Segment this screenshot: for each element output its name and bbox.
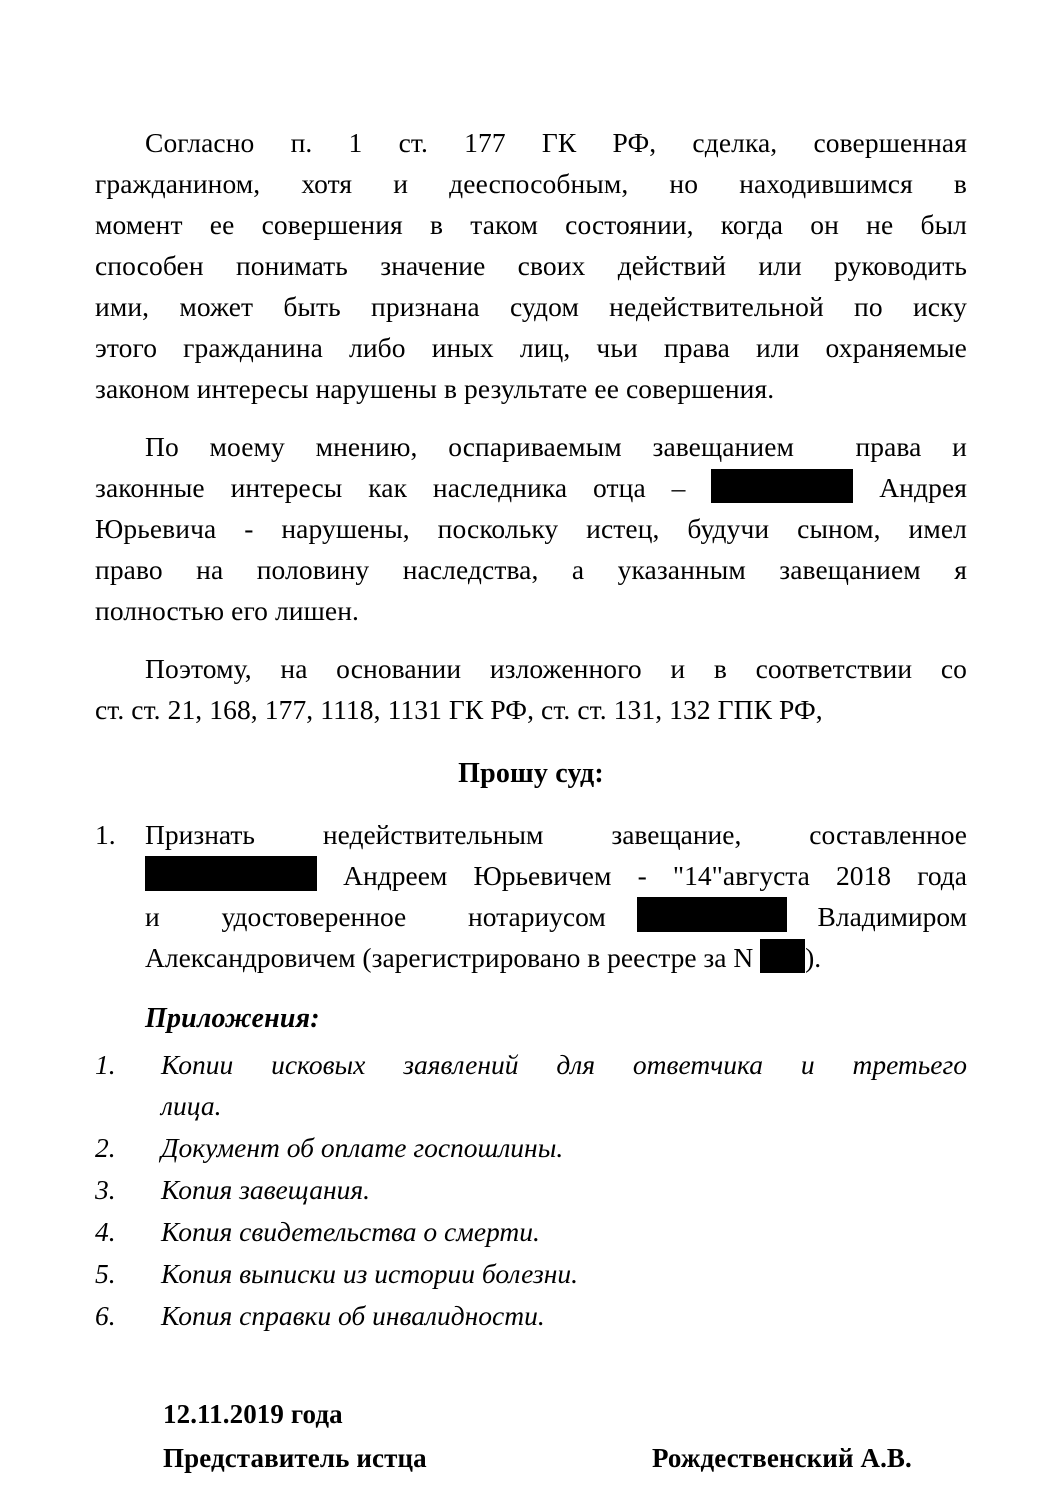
paragraph-text-segment: Андрея — [853, 472, 968, 503]
redaction-block-notary-name — [637, 897, 787, 932]
attachment-item — [95, 1295, 967, 1336]
paragraph-line: Согласно п. 1 ст. 177 ГК РФ, сделка, совершенная — [145, 127, 967, 158]
attachment-number: 4. — [95, 1216, 116, 1247]
attachment-number: 6. — [95, 1300, 116, 1331]
paragraph-line: право на половину наследства, а указанным завещанием я — [95, 554, 967, 585]
paragraph-article-177 — [95, 122, 967, 409]
claim-item — [95, 814, 967, 978]
paragraph-line: этого гражданина либо иных лиц, чьи права или охраняемые — [95, 332, 967, 363]
claim-text-segment: и удостоверенное нотариусом — [145, 901, 637, 932]
paragraph-line: ими, может быть признана судом недействительной по иску — [95, 291, 967, 322]
attachment-label: Копия завещания. — [161, 1174, 370, 1205]
attachment-number: 2. — [95, 1132, 116, 1163]
attachment-item — [95, 1044, 967, 1126]
signature-block — [95, 1392, 967, 1480]
paragraph-opinion — [95, 426, 967, 631]
document-body — [95, 122, 967, 1480]
attachment-item — [95, 1169, 967, 1210]
signature-name: Рождественский А.В. — [652, 1443, 912, 1473]
claim-text-segment: Владимиром — [786, 901, 967, 932]
paragraph-text-segment: законные интересы как наследника отца – — [95, 472, 712, 503]
attachment-item — [95, 1211, 967, 1252]
attachment-item — [95, 1127, 967, 1168]
paragraph-line: По моему мнению, оспариваемым завещанием права и — [145, 431, 967, 462]
claim-text-segment: ). — [805, 942, 822, 973]
attachment-label: Копия справки об инвалидности. — [161, 1300, 545, 1331]
signature-role: Представитель истца — [163, 1443, 427, 1473]
claim-text-segment: Андреем Юрьевичем - "14"августа 2018 года — [317, 860, 967, 891]
redaction-block-testator-name — [145, 856, 317, 891]
signature-date: 12.11.2019 года — [163, 1399, 343, 1429]
claim-text-segment: Александровичем (зарегистрировано в реестре за N — [145, 942, 761, 973]
attachment-item — [95, 1253, 967, 1294]
paragraph-line: Юрьевича - нарушены, поскольку истец, будучи сыном, имел — [95, 513, 967, 544]
attachment-number: 3. — [95, 1174, 116, 1205]
attachment-label: Копии исковых заявлений для ответчика и третьего — [161, 1049, 967, 1080]
paragraph-legal-basis — [95, 648, 967, 730]
redaction-block-registry-number — [760, 939, 805, 973]
attachments-heading: Приложения: — [145, 1003, 320, 1034]
attachment-number: 5. — [95, 1258, 116, 1289]
redaction-block-father-name — [711, 469, 853, 503]
paragraph-line: Поэтому, на основании изложенного и в соответствии со — [145, 653, 967, 684]
claim-line-with-redaction — [145, 896, 967, 937]
attachment-label-cont: лица. — [161, 1090, 222, 1121]
claim-number: 1. — [95, 819, 116, 850]
attachments-list — [95, 1044, 967, 1336]
paragraph-line: законом интересы нарушены в результате ее совершения. — [95, 373, 775, 404]
request-heading: Прошу суд: — [458, 758, 604, 789]
claim-line: Признать недействительным завещание, составленное — [145, 819, 967, 850]
paragraph-line: гражданином, хотя и дееспособным, но находившимся в — [95, 168, 967, 199]
claim-line-with-redaction — [145, 937, 967, 978]
paragraph-line: способен понимать значение своих действий или руководить — [95, 250, 967, 281]
signature-row — [163, 1436, 967, 1480]
attachment-label: Документ об оплате госпошлины. — [161, 1132, 564, 1163]
paragraph-line: полностью его лишен. — [95, 595, 360, 626]
paragraph-line-with-redaction — [95, 467, 967, 508]
attachment-label: Копия свидетельства о смерти. — [161, 1216, 540, 1247]
attachment-label: Копия выписки из истории болезни. — [161, 1258, 578, 1289]
paragraph-line: ст. ст. 21, 168, 177, 1118, 1131 ГК РФ, ст. ст. 131, 132 ГПК РФ, — [95, 694, 823, 725]
attachment-number: 1. — [95, 1049, 116, 1080]
claim-line-with-redaction — [145, 855, 967, 896]
paragraph-line: момент ее совершения в таком состоянии, когда он не был — [95, 209, 967, 240]
